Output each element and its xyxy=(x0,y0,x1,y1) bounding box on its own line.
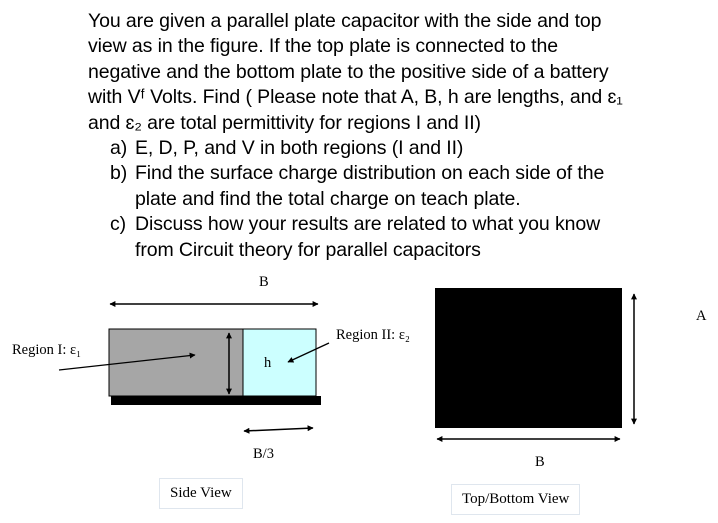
region1-label: Region I: ɛ₁ xyxy=(12,342,82,358)
bottom-plate xyxy=(111,396,321,405)
top-view-caption: Top/Bottom View xyxy=(451,484,580,515)
height-a-label: A xyxy=(696,308,707,324)
part-label: c) xyxy=(110,213,127,236)
width-b-label: B xyxy=(259,274,269,290)
part-line: Find the surface charge distribution on each side of the xyxy=(135,162,605,185)
third-b-arrow xyxy=(244,428,313,431)
width-b-top-label: B xyxy=(535,454,545,470)
intro-line: view as in the figure. If the top plate is connected to the xyxy=(88,35,558,58)
intro-line: and ɛ₂ are total permittivity for regions I and II) xyxy=(88,111,481,134)
region2-dielectric xyxy=(243,329,316,396)
part-line: Discuss how your results are related to what you know xyxy=(135,213,601,236)
part-line: from Circuit theory for parallel capacitors xyxy=(135,238,481,261)
part-label: b) xyxy=(110,162,128,185)
intro-line: negative and the bottom plate to the positive side of a battery xyxy=(88,60,609,83)
part-line: E, D, P, and V in both regions (I and II) xyxy=(135,137,464,160)
side-view-caption: Side View xyxy=(159,478,243,509)
intro-line: You are given a parallel plate capacitor with the side and top xyxy=(88,10,602,32)
top-plate-view xyxy=(435,288,622,428)
region2-label: Region II: ɛ₂ xyxy=(336,327,410,343)
third-b-label: B/3 xyxy=(253,446,274,462)
part-label: a) xyxy=(110,137,128,160)
intro-line: with Vᶠ Volts. Find ( Please note that A, B, h are lengths, and ɛ₁ xyxy=(88,86,623,109)
part-line: plate and find the total charge on teach plate. xyxy=(135,187,521,210)
height-h-label: h xyxy=(264,355,272,371)
